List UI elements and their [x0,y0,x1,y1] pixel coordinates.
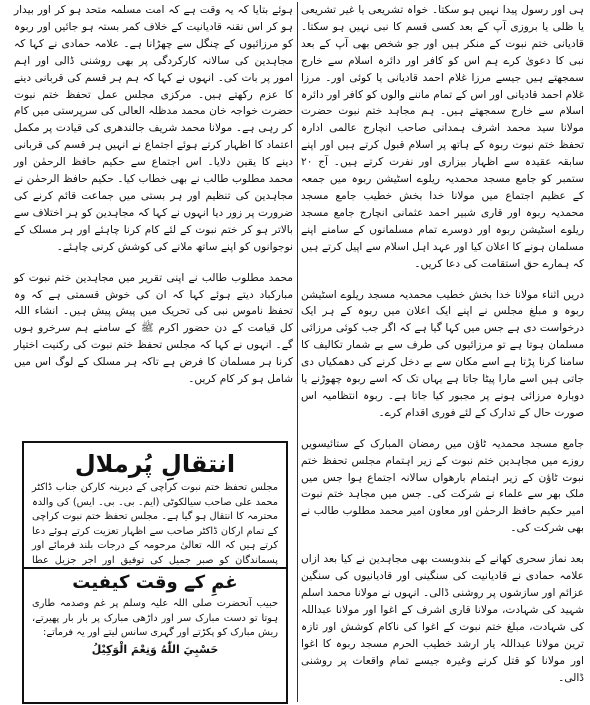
condolence-box [22,441,288,582]
right-column [301,2,584,686]
left-paragraph-1: ہوئے بتایا کہ یہ وقت ہے کہ امت مسلمہ متحد ہو کر اور بیدار ہو کر اس نقنہ قادیانیت کے خلاف کمر بستہ ہو جائیں اور ربوہ کو مرزائیوں کے چنگل سے چھڑانا ہے۔ علامہ حمادی نے کہا کہ مجاہدین کی سالانہ کارکردگی پر بھی روشنی ڈالی اور اہم امور پر بات کی۔ انہوں نے کہا کہ ہم ہر قسم کی قربانی دینے کا عزم رکھتے ہیں۔ مرکزی مجلس عمل تحفظ ختم نبوت حضرت خواجہ خان محمد مدظلہ العالی کی سرپرستی میں کام کر رہی ہے۔ مولانا محمد شریف جالندھری کی قیادت پر مکمل اعتماد کا اظہار کرتے ہوئے اجتماع نے انہیں ہر قسم کی قربانی دینے کا یقین دلایا۔ اس اجتماع سے حکیم حافظ الرحمٰن اور محمد مطلوب طالب نے بھی خطاب کیا۔ حکیم حافظ الرحمٰن نے مجاہدین کی تنظیم اور ہر بستی میں جماعت قائم کرنے کی ضرورت پر زور دیا انہوں نے کہا کہ مجاہدین کو ہر اختلاف سے بالاتر ہو کر ختم نبوت کے لئے کام کرنا چاہئے اور ہر مسلک کے نوجوانوں کو اپنے ساتھ ملانے کی کوشش کرنی چاہئے۔ [14,4,293,253]
column-divider [297,2,298,702]
right-paragraph-4: بعد نماز سحری کھانے کے بندوبست بھی مجاہدین نے کیا بعد ازاں علامہ حمادی نے قادیانیت کی سنگینی اور قادیانیوں کی سنگین عزائم اور سازشوں پر روشنی ڈالی۔ انہوں نے مولانا محمد اسلم شہید کی شہادت، مولانا قاری اشرف کے اغوا اور مولانا عبداللہ کی شہادت، مبلغ ختم نبوت کے اغوا کی ناکام کوشش اور تازہ ترین مولانا عبداللہ یار ارشد خطیب الحرم مسجد ربوہ کا اغوا اور مولانا کو قتل کرنے وغیرہ جیسے تمام واقعات پر روشنی ڈالی۔ [301,553,584,684]
grief-box [22,567,288,704]
left-column [14,2,293,388]
grief-signature: حَسْبِيَ اللّٰهُ وَنِعْمَ الْوَكِيْلُ [91,642,219,656]
right-paragraph-3: جامع مسجد محمدیہ ٹاؤن میں رمضان المبارک کے ستائیسویں روزے میں مجاہدین ختم نبوت کے زیر اہتمام مجلس تحفظ ختم نبوت ٹاؤن کے زیر اہتمام بارھواں سالانہ اجتماع ہوا جس میں ملک بھر سے علماء نے شرکت کی۔ جس میں مجاہد ختم نبوت امیر حکیم حافظ الرحمٰن اور معاون امیر محمد مطلوب طالب نے بھی شرکت کی۔ [301,437,584,535]
left-paragraph-2: محمد مطلوب طالب نے اپنی تقریر میں مجاہدین ختم نبوت کو مبارکباد دیتے ہوئے کہا کہ ان کی خوش قسمتی ہے کہ وہ تحفظ ناموس نبی کی تحریک میں پیش پیش ہیں۔ انشاء اللہ کل قیامت کے دن حضور اکرم ﷺ کے سامنے ہم سرخرو ہوں گے۔ انہوں نے کہا کہ مجلس تحفظ ختم نبوت کی رکنیت اختیار کرنا ہر مسلمان کا فرض ہے تاکہ ہر مسلک کے لوگ اس میں شامل ہو کر کام کریں۔ [14,271,293,386]
grief-title: غمِ کے وقت کیفیت [72,572,238,593]
condolence-title: انتقالِ پُرملال [74,450,236,478]
grief-body: حبیب آنحضرت صلی اللہ علیہ وسلم پر غم وصدمہ طاری ہوتا تو دست مبارک سر اور داڑھی مبارک پر بار بار پھیرتے، ریش مبارک کو پکڑتے اور گہری سانس لیتے اور یہ فرماتے: [32,598,278,639]
right-paragraph-2: دریں اثناء مولانا خدا بخش خطیب محمدیہ مسجد ریلوے اسٹیشن ربوہ و مبلغ مجلس نے اپنے ایک اعلان میں ربوہ کے ہر ایک درخواست دی ہے جس میں کہا گیا ہے کہ اگر جب کوئی مرزائی مسلمان ہوتا ہے تو مرزائیوں کی طرف سے بے شمار تکالیف کا سامنا کرنا پڑتا ہے اسے مکان سے بے دخل کرنے کی دھمکیاں دی جاتی ہیں اسے مارا پیٹا جاتا ہے یہاں تک کہ اسے ربوہ چھوڑنے یا دوبارہ مرزائی ہونے پر مجبور کیا جاتا ہے۔ ربوہ انتظامیہ اس صورت حال کے تدارک کے لئے فوری اقدام کرے۔ [301,288,584,419]
right-paragraph-1: ہی اور رسول پیدا نہیں ہو سکتا۔ خواہ تشریعی یا غیر تشریعی یا ظلی یا بروزی آپ کے بعد کسی قسم کا نبی نہیں ہو سکتا۔ قادیانی ختم نبوت کے منکر ہیں اور جو شخص بھی آپ کے بعد نبی کا دعویٰ کرے ہم اس کو کافر اور دائرہ اسلام سے خارج سمجھتے ہیں جیسے مرزا غلام احمد قادیانی یا کوئی اور۔ مرزا غلام احمد قادیانی اور اس کے تمام ماننے والوں کو کافر اور دائرہ اسلام سے خارج سمجھتے ہیں۔ ہم مجاہد ختم نبوت حضرت مولانا سید محمد اشرف ہمدانی صاحب انچارج عالمی ادارہ تحفظ ختم نبوت ربوہ کے ہاتھ پر اسلام قبول کرتے ہیں اور اپنے سابقہ عقیدہ سے اظہار بیزاری اور نفرت کرتے ہیں۔ آج ۲۰ ستمبر کو جامع مسجد محمدیہ ریلوے اسٹیشن ربوہ میں جمعہ کے عظیم اجتماع میں مولانا خدا بخش خطیب جامع مسجد محمدیہ ربوہ اور قاری شبیر احمد عثمانی انچارج جامع مسجد ریلوے اسٹیشن ربوہ اور دوسرے تمام مسلمانوں کے سامنے اپنے مسلمان ہونے کا اعلان کیا اور عہد اہل اسلام سے اپیل کرتے ہیں کہ ہمارے حق استقامت کی دعا کریں۔ [301,4,584,270]
condolence-body: مجلس تحفظ ختم نبوت کراچی کے دیرینہ کارکن جناب ڈاکٹر محمد علی صاحب سیالکوٹی (ایم۔ بی۔ بی۔ ایس) کی والدہ محترمہ کا انتقال ہو گیا ہے۔ مجلس تحفظ ختم نبوت کراچی کے تمام ارکان ڈاکٹر صاحب سے اظہار تعزیت کرتے ہوئے دعا کرتے ہیں کہ اللہ تعالیٰ مرحومہ کے درجات بلند فرمائے اور پسماندگان کو صبر جمیل کی توفیق اور اجر جزیل عطا [32,482,278,566]
